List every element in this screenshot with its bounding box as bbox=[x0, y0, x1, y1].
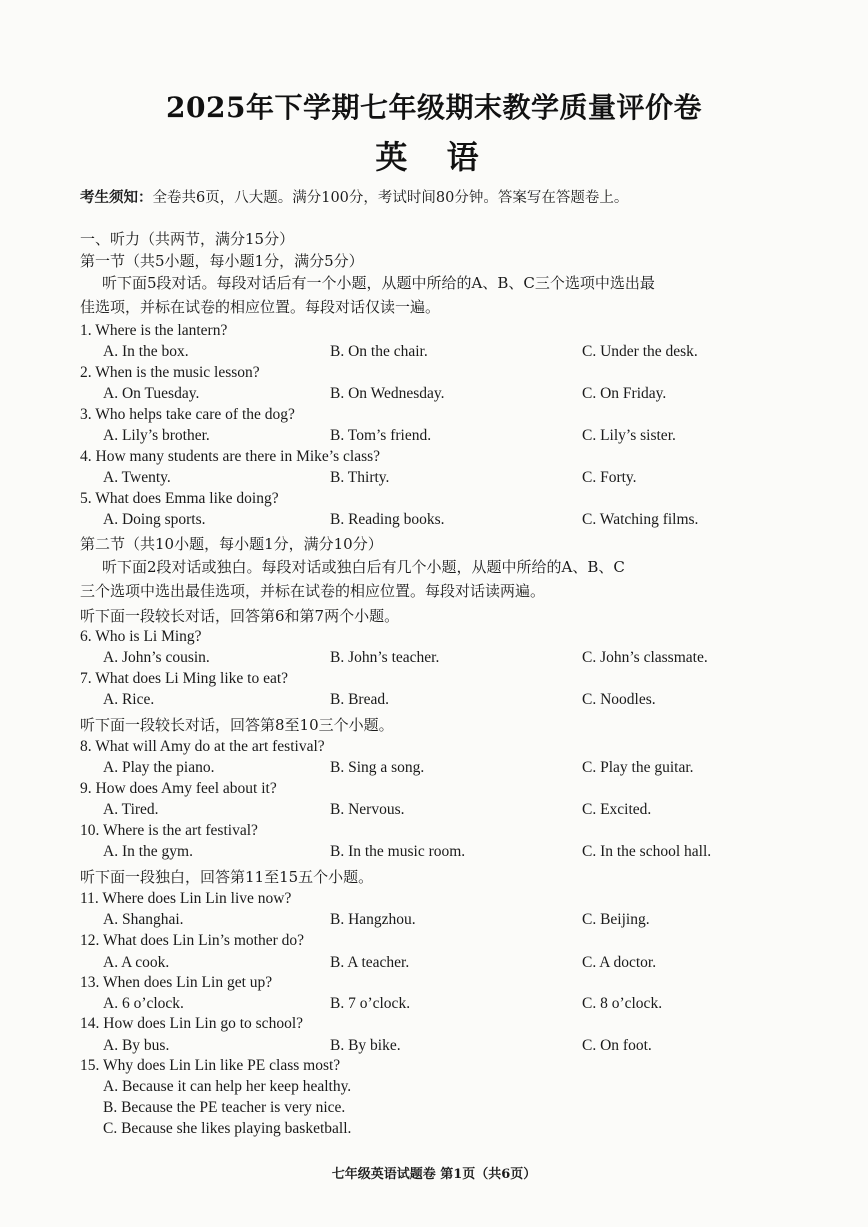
option-9a: A. Tired. bbox=[103, 801, 159, 818]
exam-notice bbox=[80, 186, 840, 207]
option-4a: A. Twenty. bbox=[103, 469, 171, 486]
question-9: 9. How does Amy feel about it? bbox=[80, 780, 277, 797]
option-11a: A. Shanghai. bbox=[103, 911, 184, 928]
section2-instr-line2: 三个选项中选出最佳选项，并标在试卷的相应位置。每段对话读两遍。 bbox=[80, 582, 546, 600]
question-6: 6. Who is Li Ming? bbox=[80, 628, 202, 645]
option-3a: A. Lily’s brother. bbox=[103, 427, 210, 444]
option-14b: B. By bike. bbox=[330, 1037, 401, 1054]
option-15a: A. Because it can help her keep healthy. bbox=[103, 1078, 352, 1095]
option-14a: A. By bus. bbox=[103, 1037, 170, 1054]
question-15: 15. Why does Lin Lin like PE class most? bbox=[80, 1057, 341, 1074]
section2-heading: 第二节（共10小题，每小题1分，满分10分） bbox=[80, 535, 383, 553]
option-2c: C. On Friday. bbox=[582, 385, 667, 402]
option-1b: B. On the chair. bbox=[330, 343, 428, 360]
section2-instructions bbox=[80, 555, 810, 603]
question-7: 7. What does Li Ming like to eat? bbox=[80, 670, 289, 687]
question-11: 11. Where does Lin Lin live now? bbox=[80, 890, 292, 907]
option-11b: B. Hangzhou. bbox=[330, 911, 416, 928]
option-8b: B. Sing a song. bbox=[330, 759, 425, 776]
option-1c: C. Under the desk. bbox=[582, 343, 698, 360]
listening-cue-1: 听下面一段较长对话，回答第6和第7两个小题。 bbox=[80, 607, 400, 625]
notice-text: 全卷共6页，八大题。满分100分，考试时间80分钟。答案写在答题卷上。 bbox=[152, 190, 629, 206]
option-6c: C. John’s classmate. bbox=[582, 649, 708, 666]
option-3b: B. Tom’s friend. bbox=[330, 427, 432, 444]
option-7a: A. Rice. bbox=[103, 691, 155, 708]
question-13: 13. When does Lin Lin get up? bbox=[80, 974, 273, 991]
section2-instr-line1: 听下面2段对话或独白。每段对话或独白后有几个小题，从题中所给的A、B、C bbox=[102, 558, 625, 576]
question-2: 2. When is the music lesson? bbox=[80, 364, 260, 381]
option-14c: C. On foot. bbox=[582, 1037, 652, 1054]
option-5a: A. Doing sports. bbox=[103, 511, 206, 528]
option-9b: B. Nervous. bbox=[330, 801, 405, 818]
option-6a: A. John’s cousin. bbox=[103, 649, 210, 666]
option-7c: C. Noodles. bbox=[582, 691, 656, 708]
subject-title: 英 语 bbox=[375, 138, 493, 176]
option-15c: C. Because she likes playing basketball. bbox=[103, 1120, 352, 1137]
option-13b: B. 7 o’clock. bbox=[330, 995, 411, 1012]
option-8c: C. Play the guitar. bbox=[582, 759, 694, 776]
section1-instructions bbox=[80, 271, 810, 319]
option-9c: C. Excited. bbox=[582, 801, 652, 818]
listening-cue-3: 听下面一段独白，回答第11至15五个小题。 bbox=[80, 868, 374, 886]
option-1a: A. In the box. bbox=[103, 343, 189, 360]
option-12b: B. A teacher. bbox=[330, 954, 410, 971]
option-6b: B. John’s teacher. bbox=[330, 649, 440, 666]
option-11c: C. Beijing. bbox=[582, 911, 650, 928]
question-8: 8. What will Amy do at the art festival? bbox=[80, 738, 325, 755]
question-3: 3. Who helps take care of the dog? bbox=[80, 406, 295, 423]
option-7b: B. Bread. bbox=[330, 691, 389, 708]
question-5: 5. What does Emma like doing? bbox=[80, 490, 279, 507]
notice-label: 考生须知： bbox=[80, 189, 153, 206]
option-2a: A. On Tuesday. bbox=[103, 385, 200, 402]
option-10c: C. In the school hall. bbox=[582, 843, 712, 860]
option-5c: C. Watching films. bbox=[582, 511, 699, 528]
option-10a: A. In the gym. bbox=[103, 843, 193, 860]
option-3c: C. Lily’s sister. bbox=[582, 427, 676, 444]
option-4c: C. Forty. bbox=[582, 469, 637, 486]
question-14: 14. How does Lin Lin go to school? bbox=[80, 1015, 304, 1032]
option-2b: B. On Wednesday. bbox=[330, 385, 445, 402]
option-12c: C. A doctor. bbox=[582, 954, 657, 971]
option-12a: A. A cook. bbox=[103, 954, 170, 971]
section1-heading: 第一节（共5小题，每小题1分，满分5分） bbox=[80, 252, 364, 270]
option-13c: C. 8 o’clock. bbox=[582, 995, 663, 1012]
section1-instr-line1: 听下面5段对话。每段对话后有一个小题，从题中所给的A、B、C三个选项中选出最 bbox=[102, 274, 655, 292]
question-1: 1. Where is the lantern? bbox=[80, 322, 228, 339]
option-4b: B. Thirty. bbox=[330, 469, 390, 486]
option-13a: A. 6 o’clock. bbox=[103, 995, 184, 1012]
option-10b: B. In the music room. bbox=[330, 843, 466, 860]
section1-instr-line2: 佳选项，并标在试卷的相应位置。每段对话仅读一遍。 bbox=[80, 298, 441, 316]
listening-cue-2: 听下面一段较长对话，回答第8至10三个小题。 bbox=[80, 716, 394, 734]
exam-title: 2025年下学期七年级期末教学质量评价卷 bbox=[166, 91, 702, 124]
page-footer: 七年级英语试题卷 第1页（共6页） bbox=[331, 1167, 537, 1182]
question-10: 10. Where is the art festival? bbox=[80, 822, 258, 839]
option-5b: B. Reading books. bbox=[330, 511, 445, 528]
option-8a: A. Play the piano. bbox=[103, 759, 215, 776]
question-4: 4. How many students are there in Mike’s class? bbox=[80, 448, 381, 465]
question-12: 12. What does Lin Lin’s mother do? bbox=[80, 932, 304, 949]
part1-heading: 一、听力（共两节，满分15分） bbox=[80, 230, 295, 248]
option-15b: B. Because the PE teacher is very nice. bbox=[103, 1099, 346, 1116]
